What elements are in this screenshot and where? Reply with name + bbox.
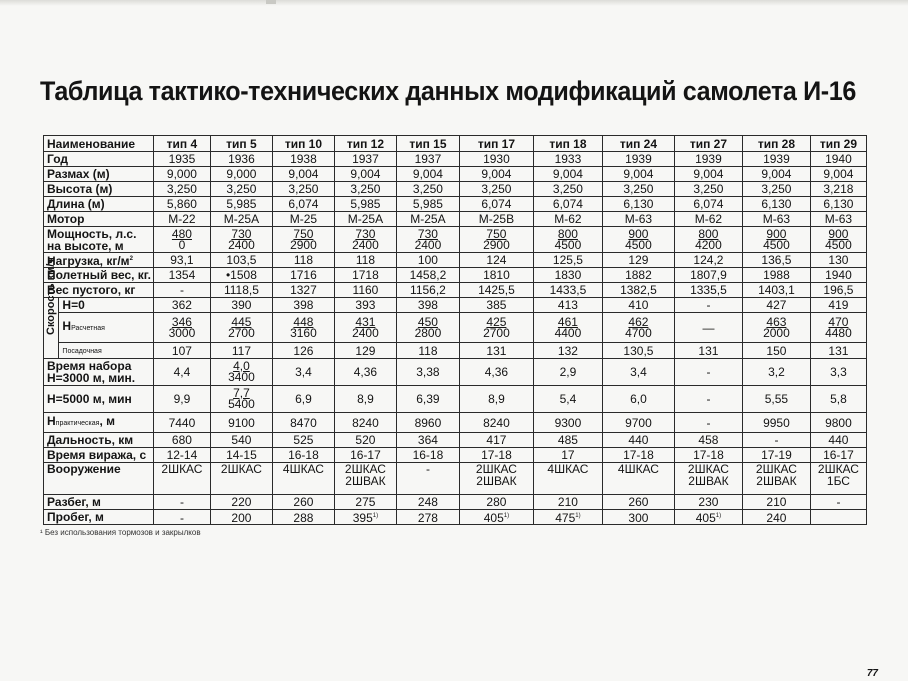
cell: $\frac{800}{4200}$ <box>674 227 742 253</box>
cell: - <box>674 413 742 433</box>
cell: 9950 <box>742 413 810 433</box>
cell: 5,55 <box>742 386 810 413</box>
cell: 1937 <box>396 152 459 167</box>
cell: 4ШКАС <box>602 463 674 495</box>
cell: 4,4 <box>153 359 210 386</box>
cell: 5,985 <box>334 197 396 212</box>
row-label: НРасчетная <box>59 313 154 343</box>
cell: 9800 <box>810 413 866 433</box>
cell: 17-19 <box>742 448 810 463</box>
cell <box>810 510 866 525</box>
cell: 1403,1 <box>742 283 810 298</box>
cell: 5,985 <box>396 197 459 212</box>
cell: 1433,5 <box>533 283 602 298</box>
cell: 440 <box>602 433 674 448</box>
cell: 9,004 <box>602 167 674 182</box>
row-label: Год <box>44 152 154 167</box>
row-span <box>44 167 867 182</box>
cell: $\frac{431}{2400}$ <box>334 313 396 343</box>
cell: 1882 <box>602 268 674 283</box>
cell: 5,985 <box>210 197 272 212</box>
cell: 1939 <box>602 152 674 167</box>
row-range <box>44 433 867 448</box>
cell: $\frac{730}{2400}$ <box>334 227 396 253</box>
cell: $\frac{900}{4500}$ <box>810 227 866 253</box>
cell: 12-14 <box>153 448 210 463</box>
cell: - <box>153 495 210 510</box>
cell: 6,130 <box>742 197 810 212</box>
cell: 3,250 <box>272 182 334 197</box>
cell: 9300 <box>533 413 602 433</box>
cell: 413 <box>533 298 602 313</box>
spec-table-wrapper <box>43 135 867 525</box>
cell: 107 <box>153 343 210 359</box>
cell: 525 <box>272 433 334 448</box>
cell: М-25А <box>396 212 459 227</box>
cell: 130,5 <box>602 343 674 359</box>
cell: 405$^{1)}$ <box>674 510 742 525</box>
cell: 3,4 <box>272 359 334 386</box>
cell: 417 <box>459 433 533 448</box>
cell: 398 <box>396 298 459 313</box>
cell: 395$^{1)}$ <box>334 510 396 525</box>
cell: 1118,5 <box>210 283 272 298</box>
cell: 9,004 <box>533 167 602 182</box>
cell: 118 <box>272 253 334 268</box>
cell: 1937 <box>334 152 396 167</box>
cell: 680 <box>153 433 210 448</box>
cell: 362 <box>153 298 210 313</box>
cell: 1382,5 <box>602 283 674 298</box>
cell: 9,004 <box>742 167 810 182</box>
cell: 6,130 <box>810 197 866 212</box>
row-label: Время виража, с <box>44 448 154 463</box>
cell: 3,250 <box>674 182 742 197</box>
header-type: тип 28 <box>742 136 810 152</box>
cell: 132 <box>533 343 602 359</box>
cell: М-63 <box>602 212 674 227</box>
cell: 6,9 <box>272 386 334 413</box>
cell: М-62 <box>674 212 742 227</box>
cell: $\frac{461}{4400}$ <box>533 313 602 343</box>
cell: 8470 <box>272 413 334 433</box>
row-label: Разбег, м <box>44 495 154 510</box>
cell: 410 <box>602 298 674 313</box>
cell: 520 <box>334 433 396 448</box>
cell: 3,250 <box>533 182 602 197</box>
row-speed-h0 <box>44 298 867 313</box>
cell: 5,860 <box>153 197 210 212</box>
cell: 196,5 <box>810 283 866 298</box>
cell: 17 <box>533 448 602 463</box>
cell: 9,004 <box>272 167 334 182</box>
cell: М-63 <box>810 212 866 227</box>
row-label: Нагрузка, кг/м$^2$ <box>44 253 154 268</box>
cell: $\frac{800}{4500}$ <box>533 227 602 253</box>
cell: 129 <box>602 253 674 268</box>
cell: М-25А <box>334 212 396 227</box>
cell: 1807,9 <box>674 268 742 283</box>
cell: $\frac{750}{2900}$ <box>459 227 533 253</box>
cell: М-63 <box>742 212 810 227</box>
cell: 131 <box>810 343 866 359</box>
cell: - <box>396 463 459 495</box>
row-label: Дальность, км <box>44 433 154 448</box>
cell: $\frac{445}{2700}$ <box>210 313 272 343</box>
row-ceiling <box>44 413 867 433</box>
cell: М-25А <box>210 212 272 227</box>
row-label: Пробег, м <box>44 510 154 525</box>
cell: - <box>153 510 210 525</box>
cell: 1940 <box>810 152 866 167</box>
cell: 393 <box>334 298 396 313</box>
scan-mark <box>266 0 276 4</box>
cell: 1718 <box>334 268 396 283</box>
cell: 2ШКАС <box>210 463 272 495</box>
row-landing-run <box>44 510 867 525</box>
row-label: Длина (м) <box>44 197 154 212</box>
cell: 130 <box>810 253 866 268</box>
row-label <box>44 227 154 253</box>
cell: 6,074 <box>272 197 334 212</box>
cell: - <box>674 359 742 386</box>
cell: 3,250 <box>602 182 674 197</box>
cell: - <box>810 495 866 510</box>
cell: 3,38 <box>396 359 459 386</box>
row-takeoff-run <box>44 495 867 510</box>
cell: 419 <box>810 298 866 313</box>
cell: 9,004 <box>459 167 533 182</box>
cell: $\frac{730}{2400}$ <box>396 227 459 253</box>
cell: 1156,2 <box>396 283 459 298</box>
cell: 150 <box>742 343 810 359</box>
row-armament <box>44 463 867 495</box>
cell: •1508 <box>210 268 272 283</box>
row-label: Полетный вес, кг. <box>44 268 154 283</box>
cell: 5,4 <box>533 386 602 413</box>
cell: 1810 <box>459 268 533 283</box>
cell: 8240 <box>334 413 396 433</box>
cell: — <box>674 313 742 343</box>
cell: $\frac{480}{0}$ <box>153 227 210 253</box>
cell: 6,0 <box>602 386 674 413</box>
row-power <box>44 227 867 253</box>
header-type: тип 4 <box>153 136 210 152</box>
row-turn-time <box>44 448 867 463</box>
cell: 6,074 <box>674 197 742 212</box>
header-type: тип 5 <box>210 136 272 152</box>
cell: 2ШКАС 2ШВАК <box>334 463 396 495</box>
cell: 9100 <box>210 413 272 433</box>
cell: 4,36 <box>334 359 396 386</box>
cell: 2ШКАС 2ШВАК <box>742 463 810 495</box>
cell: 3,4 <box>602 359 674 386</box>
cell: 126 <box>272 343 334 359</box>
cell: 4ШКАС <box>272 463 334 495</box>
row-label: Высота (м) <box>44 182 154 197</box>
page-title: Таблица тактико-технических данных модификаций самолета И-16 <box>40 76 856 106</box>
cell: 124 <box>459 253 533 268</box>
cell: 240 <box>742 510 810 525</box>
header-type: тип 10 <box>272 136 334 152</box>
cell: 385 <box>459 298 533 313</box>
cell: 398 <box>272 298 334 313</box>
cell: 200 <box>210 510 272 525</box>
cell: 6,130 <box>602 197 674 212</box>
cell: 17-18 <box>459 448 533 463</box>
cell: М-62 <box>533 212 602 227</box>
cell: 300 <box>602 510 674 525</box>
cell: 9,004 <box>334 167 396 182</box>
cell: 2ШКАС 2ШВАК <box>459 463 533 495</box>
row-label: Посадочная <box>59 343 154 359</box>
cell: 3,3 <box>810 359 866 386</box>
cell: 6,074 <box>533 197 602 212</box>
cell: 275 <box>334 495 396 510</box>
spec-table <box>43 135 867 525</box>
cell: 458 <box>674 433 742 448</box>
cell: 16-18 <box>396 448 459 463</box>
scan-edge <box>0 0 908 6</box>
cell: 9700 <box>602 413 674 433</box>
cell: 8,9 <box>459 386 533 413</box>
cell: $\frac{463}{2000}$ <box>742 313 810 343</box>
cell: 3,250 <box>742 182 810 197</box>
row-gross-weight <box>44 268 867 283</box>
cell: 1988 <box>742 268 810 283</box>
cell: 1933 <box>533 152 602 167</box>
cell: 9,9 <box>153 386 210 413</box>
cell: 278 <box>396 510 459 525</box>
cell: 118 <box>334 253 396 268</box>
cell: 2,9 <box>533 359 602 386</box>
cell: 210 <box>742 495 810 510</box>
cell: 1940 <box>810 268 866 283</box>
row-year <box>44 152 867 167</box>
row-climb-5000 <box>44 386 867 413</box>
row-speed-landing <box>44 343 867 359</box>
row-label: Н=0 <box>59 298 154 313</box>
cell: 3,250 <box>459 182 533 197</box>
cell: 1936 <box>210 152 272 167</box>
row-empty-weight <box>44 283 867 298</box>
header-row <box>44 136 867 152</box>
cell: 16-18 <box>272 448 334 463</box>
cell: - <box>674 386 742 413</box>
header-type: тип 17 <box>459 136 533 152</box>
cell: 5,8 <box>810 386 866 413</box>
header-name: Наименование <box>44 136 154 152</box>
cell: 280 <box>459 495 533 510</box>
row-label: Мотор <box>44 212 154 227</box>
cell: 17-18 <box>602 448 674 463</box>
cell: 475$^{1)}$ <box>533 510 602 525</box>
cell: $\frac{900}{4500}$ <box>602 227 674 253</box>
cell: $\frac{425}{2700}$ <box>459 313 533 343</box>
cell: 1458,2 <box>396 268 459 283</box>
cell: 6,39 <box>396 386 459 413</box>
cell: 2ШКАС 1БС <box>810 463 866 495</box>
cell: 248 <box>396 495 459 510</box>
cell: 103,5 <box>210 253 272 268</box>
cell: 9,004 <box>396 167 459 182</box>
cell: 8960 <box>396 413 459 433</box>
cell: 288 <box>272 510 334 525</box>
row-climb-3000 <box>44 359 867 386</box>
cell: $\frac{730}{2400}$ <box>210 227 272 253</box>
cell: 260 <box>272 495 334 510</box>
cell: 2ШКАС <box>153 463 210 495</box>
cell: 1939 <box>742 152 810 167</box>
row-label: Время набора Н=3000 м, мин. <box>44 359 154 386</box>
cell: 14-15 <box>210 448 272 463</box>
cell: - <box>153 283 210 298</box>
cell: 3,250 <box>396 182 459 197</box>
header-type: тип 24 <box>602 136 674 152</box>
cell: 1938 <box>272 152 334 167</box>
cell: 16-17 <box>810 448 866 463</box>
cell: 427 <box>742 298 810 313</box>
page-number: 77 <box>866 668 878 679</box>
cell: 3,250 <box>210 182 272 197</box>
cell: 1930 <box>459 152 533 167</box>
cell: 405$^{1)}$ <box>459 510 533 525</box>
cell: 4,36 <box>459 359 533 386</box>
header-type: тип 29 <box>810 136 866 152</box>
cell: 485 <box>533 433 602 448</box>
row-label: Н=5000 м, мин <box>44 386 154 413</box>
cell: 9,000 <box>210 167 272 182</box>
cell: 1160 <box>334 283 396 298</box>
cell: 100 <box>396 253 459 268</box>
header-type: тип 27 <box>674 136 742 152</box>
cell: 9,004 <box>810 167 866 182</box>
row-length <box>44 197 867 212</box>
cell: 390 <box>210 298 272 313</box>
cell: 1939 <box>674 152 742 167</box>
cell: - <box>742 433 810 448</box>
cell: 3,2 <box>742 359 810 386</box>
cell: 16-17 <box>334 448 396 463</box>
cell: 210 <box>533 495 602 510</box>
cell: 136,5 <box>742 253 810 268</box>
cell: 4ШКАС <box>533 463 602 495</box>
cell: 8,9 <box>334 386 396 413</box>
cell: 230 <box>674 495 742 510</box>
footnote: ¹ Без использования тормозов и закрылков <box>40 528 201 537</box>
cell: 440 <box>810 433 866 448</box>
cell: 260 <box>602 495 674 510</box>
row-speed-calc <box>44 313 867 343</box>
cell: 125,5 <box>533 253 602 268</box>
cell: 17-18 <box>674 448 742 463</box>
row-label-line1: Мощность, л.с. <box>47 226 137 241</box>
cell: $\frac{750}{2900}$ <box>272 227 334 253</box>
cell: 1830 <box>533 268 602 283</box>
cell: 117 <box>210 343 272 359</box>
cell: 118 <box>396 343 459 359</box>
cell: 6,074 <box>459 197 533 212</box>
cell: - <box>674 298 742 313</box>
cell: 540 <box>210 433 272 448</box>
cell: М-25В <box>459 212 533 227</box>
row-label-line2: на высоте, м <box>47 238 124 253</box>
cell: 93,1 <box>153 253 210 268</box>
cell: 9,000 <box>153 167 210 182</box>
cell: 8240 <box>459 413 533 433</box>
header-type: тип 18 <box>533 136 602 152</box>
cell: $\frac{470}{4480}$ <box>810 313 866 343</box>
speed-group-label: Скорость км/ч <box>44 298 59 359</box>
row-label: Вес пустого, кг <box>44 283 154 298</box>
row-label: Нпрактическая, м <box>44 413 154 433</box>
cell: М-22 <box>153 212 210 227</box>
cell: $\frac{7,7}{5400}$ <box>210 386 272 413</box>
cell: М-25 <box>272 212 334 227</box>
cell: 1425,5 <box>459 283 533 298</box>
cell: 131 <box>674 343 742 359</box>
cell: 1716 <box>272 268 334 283</box>
cell: 2ШКАС 2ШВАК <box>674 463 742 495</box>
cell: $\frac{450}{2800}$ <box>396 313 459 343</box>
cell: $\frac{448}{3160}$ <box>272 313 334 343</box>
row-height <box>44 182 867 197</box>
cell: $\frac{346}{3000}$ <box>153 313 210 343</box>
cell: 9,004 <box>674 167 742 182</box>
cell: 124,2 <box>674 253 742 268</box>
cell: $\frac{4,0}{3400}$ <box>210 359 272 386</box>
row-engine <box>44 212 867 227</box>
cell: $\frac{462}{4700}$ <box>602 313 674 343</box>
cell: $\frac{900}{4500}$ <box>742 227 810 253</box>
cell: 1335,5 <box>674 283 742 298</box>
cell: 3,250 <box>334 182 396 197</box>
cell: 1354 <box>153 268 210 283</box>
row-label: Размах (м) <box>44 167 154 182</box>
row-label: Вооружение <box>44 463 154 495</box>
cell: 129 <box>334 343 396 359</box>
cell: 7440 <box>153 413 210 433</box>
header-type: тип 12 <box>334 136 396 152</box>
header-type: тип 15 <box>396 136 459 152</box>
cell: 3,218 <box>810 182 866 197</box>
cell: 131 <box>459 343 533 359</box>
row-load <box>44 253 867 268</box>
cell: 3,250 <box>153 182 210 197</box>
cell: 220 <box>210 495 272 510</box>
cell: 1327 <box>272 283 334 298</box>
cell: 364 <box>396 433 459 448</box>
cell: 1935 <box>153 152 210 167</box>
